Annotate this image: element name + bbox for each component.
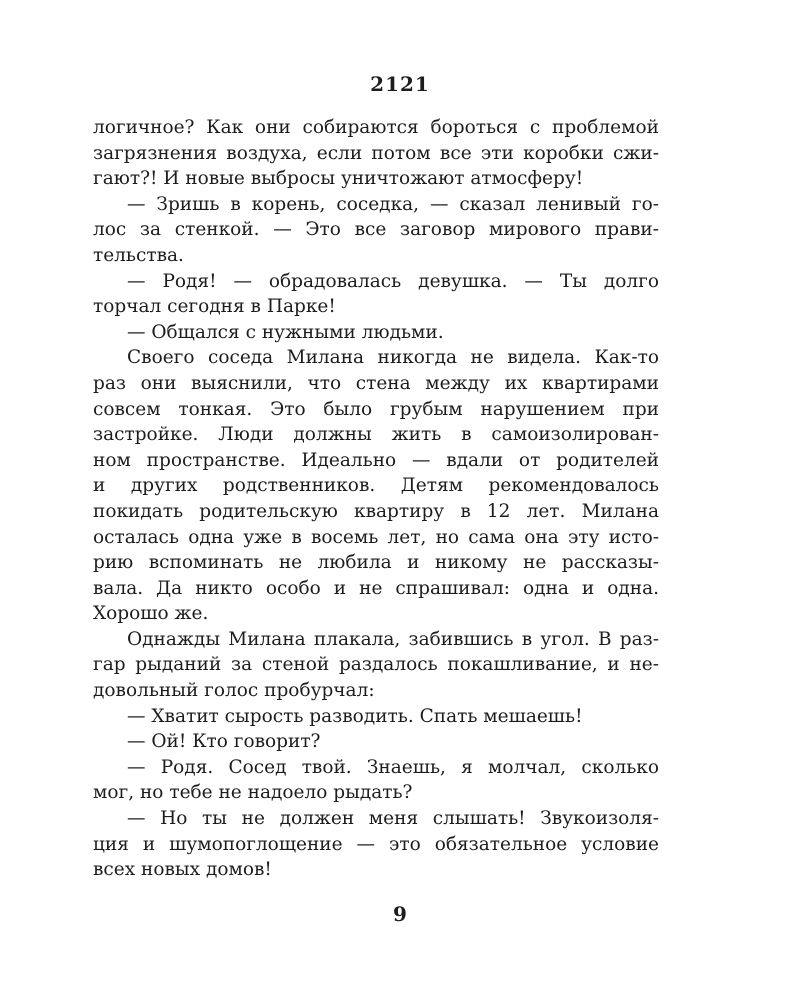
text-line: Однажды Милана плакала, забившись в угол. В раз- bbox=[127, 628, 659, 650]
running-head: 2121 bbox=[370, 72, 430, 96]
text-line: загрязнения воздуха, если потом все эти коробки сжи- bbox=[93, 142, 659, 164]
text-line: покидать родительскую квартиру в 12 лет. Милана bbox=[93, 500, 659, 522]
text-line: — Но ты не должен меня слышать! Звукоизоля- bbox=[127, 808, 659, 830]
body-text bbox=[93, 115, 659, 883]
text-line: мог, но тебе не надоело рыдать? bbox=[93, 782, 413, 804]
text-line: раз они выяснили, что стена между их квартирами bbox=[93, 372, 659, 394]
text-line: — Родя. Сосед твой. Знаешь, я молчал, сколько bbox=[127, 756, 659, 778]
text-line: довольный голос пробурчал: bbox=[93, 680, 375, 702]
text-line: осталась одна уже в восемь лет, но сама она эту исто- bbox=[93, 526, 659, 548]
text-line: Хорошо же. bbox=[93, 603, 209, 625]
text-line: — Родя! — обрадовалась девушка. — Ты долго bbox=[127, 270, 659, 292]
text-line: и других родственников. Детям рекомендовалось bbox=[93, 475, 659, 497]
text-line: лос за стенкой. — Это все заговор мирового прави- bbox=[93, 219, 659, 241]
text-line: всех новых домов! bbox=[93, 859, 272, 881]
text-line: совсем тонкая. Это было грубым нарушением при bbox=[93, 398, 659, 420]
text-line: гают?! И новые выбросы уничтожают атмосферу! bbox=[93, 168, 584, 190]
text-line: торчал сегодня в Парке! bbox=[93, 296, 336, 318]
text-line: ция и шумопоглощение — это обязательное условие bbox=[93, 833, 659, 855]
text-line: рию вспоминать не любила и никому не рассказы- bbox=[93, 552, 659, 574]
text-line: ном пространстве. Идеально — вдали от родителей bbox=[93, 449, 659, 471]
text-line: логичное? Как они собираются бороться с проблемой bbox=[93, 117, 659, 138]
text-line: тельства. bbox=[93, 244, 184, 266]
text-line: — Ой! Кто говорит? bbox=[127, 731, 321, 753]
text-line: Своего соседа Милана никогда не видела. Как-то bbox=[127, 347, 659, 369]
text-line: — Общался с нужными людьми. bbox=[127, 321, 444, 343]
text-line: — Хватит сырость разводить. Спать мешаешь! bbox=[127, 705, 583, 727]
text-line: гар рыданий за стеной раздалось покашливание, и не- bbox=[93, 654, 659, 676]
text-line: вала. Да никто особо и не спрашивал: одна и одна. bbox=[93, 577, 659, 599]
page-number: 9 bbox=[393, 902, 407, 926]
text-line: застройке. Люди должны жить в самоизолирован- bbox=[93, 424, 659, 446]
text-line: — Зришь в корень, соседка, — сказал ленивый го- bbox=[127, 193, 659, 215]
